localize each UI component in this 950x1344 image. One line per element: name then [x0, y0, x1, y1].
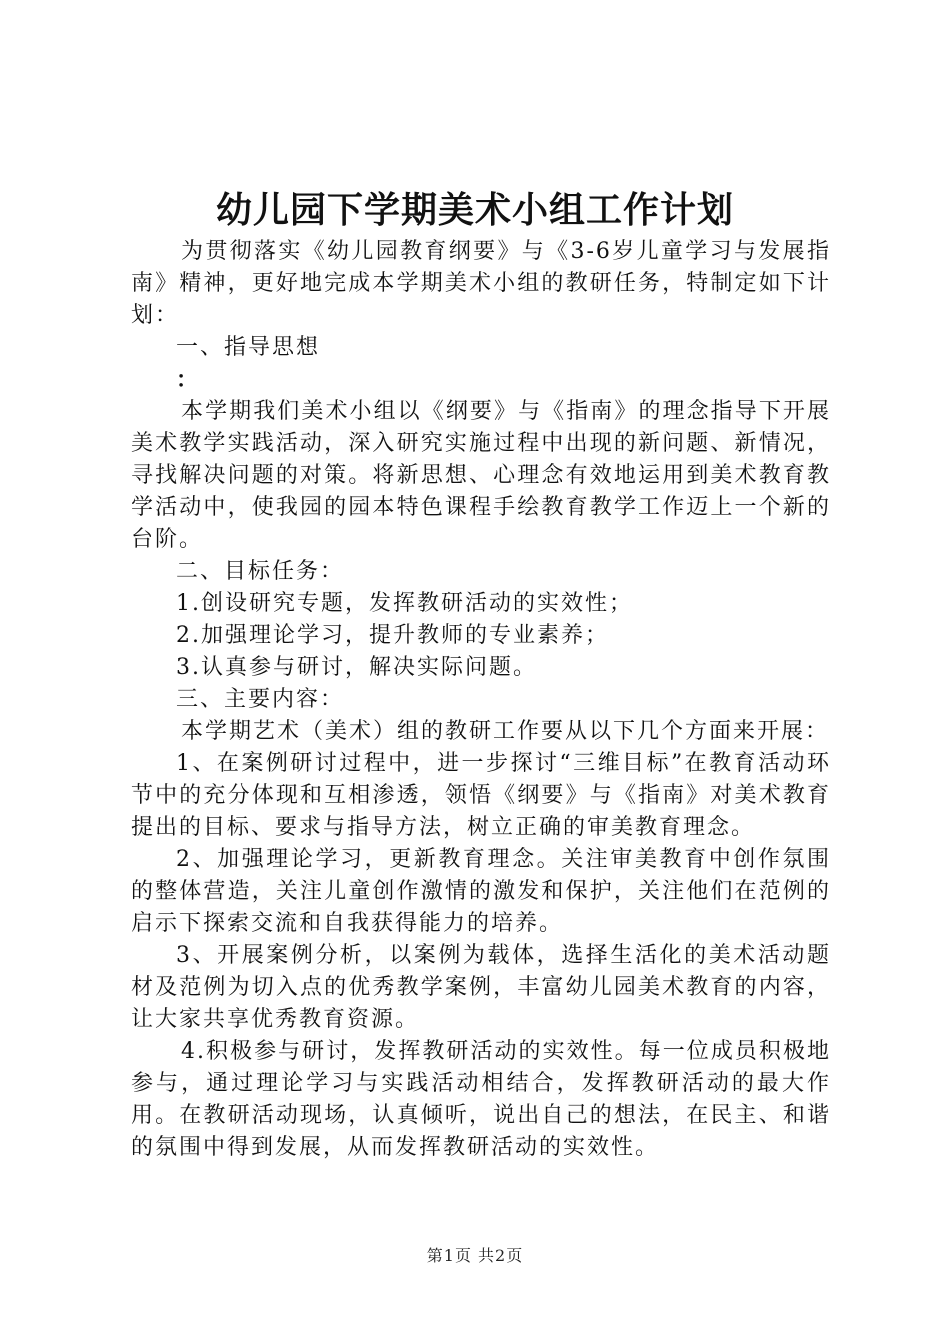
guiding-thought-paragraph: 本学期我们美术小组以《纲要》与《指南》的理念指导下开展美术教学实践活动，深入研究实施过程中出现的新问题、新情况，寻找解决问题的对策。将新思想、心理念有效地运用到美术教育教学活动中，使我园的园本特色课程手绘教育教学工作迈上一个新的台阶。 [131, 399, 831, 552]
content-intro-paragraph: 本学期艺术（美术）组的教研工作要从以下几个方面来开展： [181, 719, 830, 744]
colon-line: ： [176, 367, 201, 393]
goal-item-2: 2.加强理论学习，提升教师的专业素养； [176, 623, 609, 648]
content-item-3: 3、开展案例分析，以案例为载体，选择生活化的美术活动题材及范例为切入点的优秀教学案例，丰富幼儿园美术教育的内容，让大家共享优秀教育资源。 [131, 943, 831, 1032]
section-heading-goals: 二、目标任务： [176, 559, 345, 584]
document-body [131, 236, 831, 1164]
content-item-1: 1、在案例研讨过程中，进一步探讨“三维目标”在教育活动环节中的充分体现和互相渗透，领悟《纲要》与《指南》对美术教育提出的目标、要求与指导方法，树立正确的审美教育理念。 [131, 751, 831, 840]
content-item-2: 2、加强理论学习，更新教育理念。关注审美教育中创作氛围的整体营造，关注儿童创作激情的激发和保护，关注他们在范例的启示下探索交流和自我获得能力的培养。 [131, 847, 831, 936]
section-heading-guiding-thought: 一、指导思想 [176, 335, 321, 360]
goal-item-1: 1.创设研究专题，发挥教研活动的实效性； [176, 591, 633, 616]
goal-item-3: 3.认真参与研讨，解决实际问题。 [176, 655, 537, 680]
intro-paragraph: 为贯彻落实《幼儿园教育纲要》与《3-6岁儿童学习与发展指南》精神，更好地完成本学期美术小组的教研任务，特制定如下计划： [131, 239, 831, 328]
section-heading-content: 三、主要内容： [176, 687, 345, 712]
content-item-4: 4.积极参与研讨，发挥教研活动的实效性。每一位成员积极地参与，通过理论学习与实践活动相结合，发挥教研活动的最大作用。在教研活动现场，认真倾听，说出自己的想法，在民主、和谐的氛围中得到发展，从而发挥教研活动的实效性。 [131, 1039, 831, 1160]
page-footer: 第1页 共2页 [426, 1246, 524, 1265]
document-title: 幼儿园下学期美术小组工作计划 [215, 189, 734, 231]
